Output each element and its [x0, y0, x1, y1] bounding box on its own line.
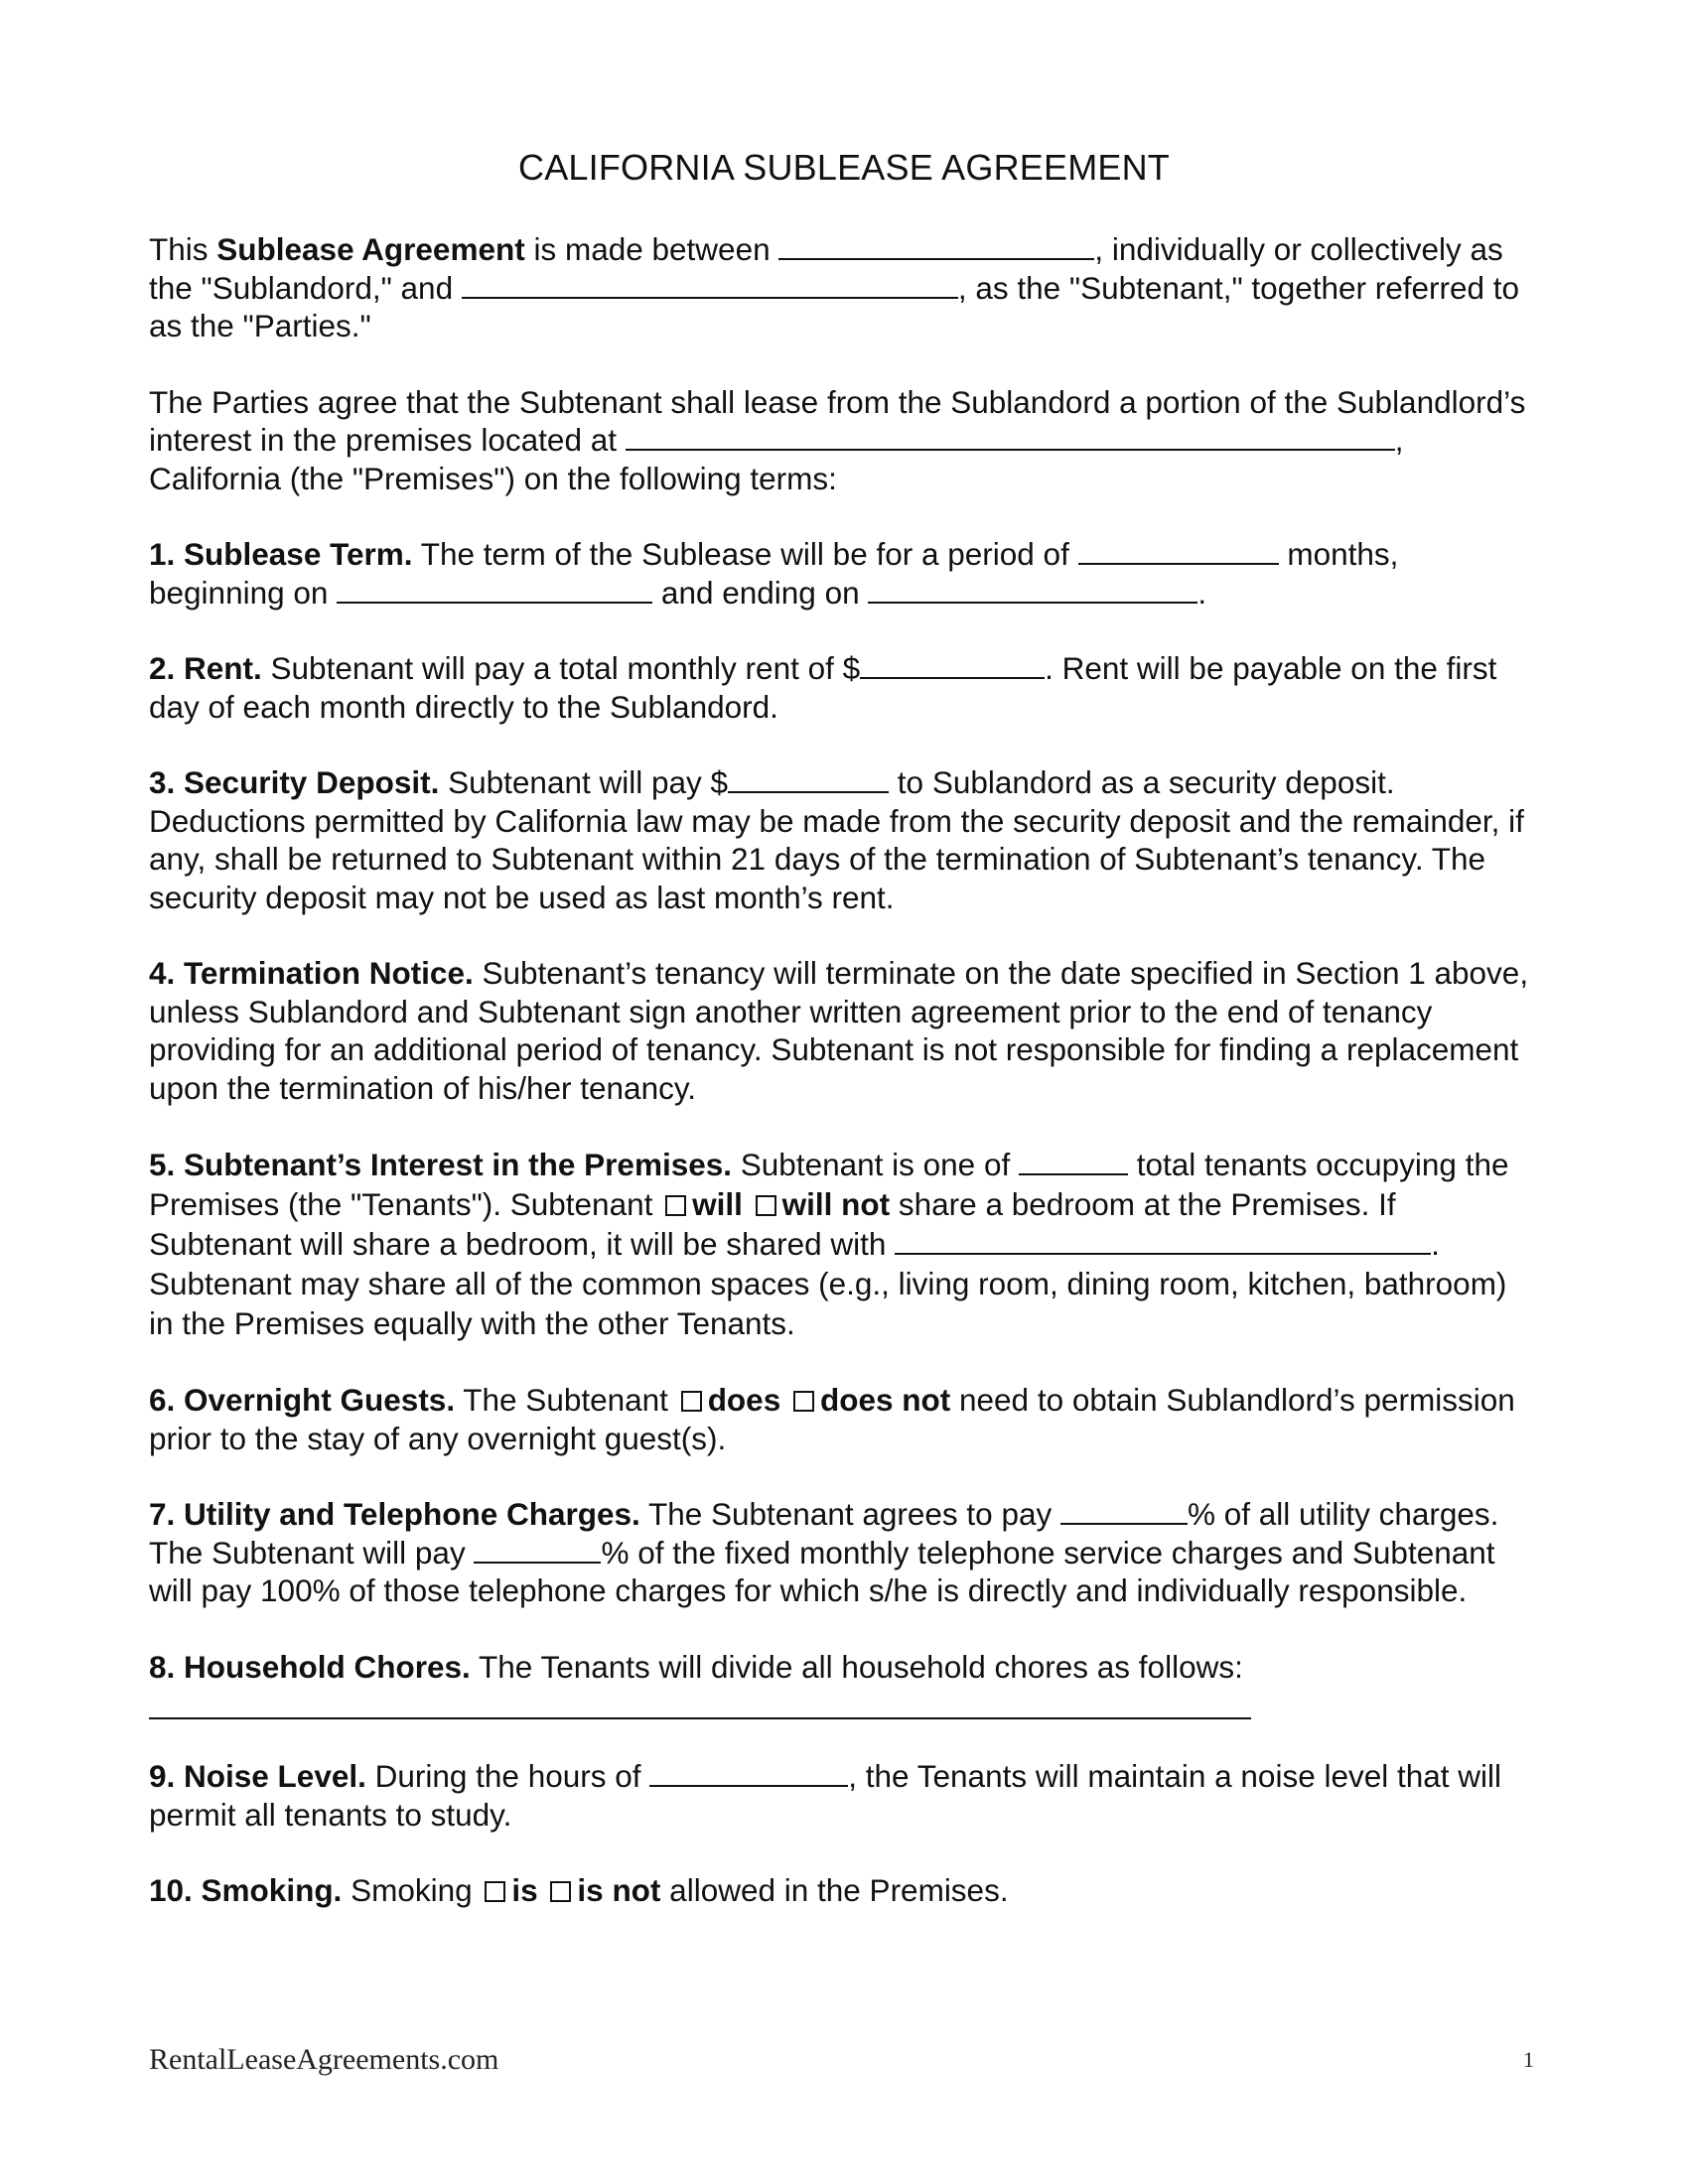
does-not-checkbox[interactable]	[793, 1391, 814, 1412]
rent-amount-blank[interactable]	[860, 650, 1045, 679]
document-title: CALIFORNIA SUBLEASE AGREEMENT	[518, 147, 1170, 188]
section-7-heading: 7. Utility and Telephone Charges.	[149, 1496, 640, 1532]
section-9	[149, 1757, 1539, 1834]
section-3-heading: 3. Security Deposit.	[149, 764, 440, 800]
section-4-text: Subtenant’s tenancy will terminate on the date specified in Section 1 above, unless Sublandord and Subtenant sign another written agreement prior to the end of tenancy providing for an additional period of tenancy. Subtenant is not responsible for finding a replacement upon the termination of his/her tenancy.	[149, 955, 1529, 1106]
section-6-text: The Subtenant	[455, 1382, 677, 1418]
section-2-text: Subtenant will pay a total monthly rent of $	[261, 650, 861, 686]
intro-bold-term: Sublease Agreement	[216, 231, 525, 267]
premises-paragraph	[149, 383, 1539, 498]
section-5-text: Subtenant is one of	[732, 1147, 1019, 1182]
section-1-text: .	[1197, 574, 1207, 611]
section-4	[149, 954, 1539, 1107]
section-8	[149, 1648, 1539, 1720]
intro-text: is made between	[524, 231, 779, 267]
will-option-label: will	[692, 1186, 743, 1222]
section-10-heading: 10. Smoking.	[149, 1872, 343, 1908]
section-2	[149, 649, 1539, 726]
section-7-text: % of all utility charges. The Subtenant will pay	[149, 1496, 1499, 1570]
intro-text: This	[149, 231, 217, 267]
section-3-text: Subtenant will pay $	[439, 764, 729, 800]
will-not-option-label: will not	[781, 1186, 891, 1222]
sublandlord-name-blank[interactable]	[778, 231, 1094, 260]
section-5-text: . Subtenant may share all of the common spaces (e.g., living room, dining room, kitchen, bathroom) in the Premises equally with the other Tenants.	[149, 1226, 1507, 1341]
page-number: 1	[1523, 2047, 1534, 2072]
section-5-heading: 5. Subtenant’s Interest in the Premises.	[149, 1147, 733, 1182]
premises-address-blank[interactable]	[626, 422, 1395, 451]
footer-site: RentalLeaseAgreements.com	[149, 2043, 499, 2076]
deposit-amount-blank[interactable]	[728, 764, 889, 793]
section-1-text: and ending on	[652, 574, 869, 611]
section-5-text: total tenants occupying the Premises (the "Tenants"). Subtenant	[149, 1147, 1509, 1222]
is-not-option-label: is not	[577, 1872, 661, 1908]
does-not-option-label: does not	[819, 1382, 951, 1418]
start-date-blank[interactable]	[337, 575, 652, 604]
section-3-text: to Sublandord as a security deposit. Deductions permitted by California law may be made from the security deposit and the remainder, if any, shall be returned to Subtenant within 21 days of the termination of Subtenant’s tenancy. The security deposit may not be used as last month’s rent.	[149, 764, 1524, 915]
term-months-blank[interactable]	[1078, 536, 1279, 565]
section-6-text: need to obtain Sublandlord’s permission prior to the stay of any overnight guest(s).	[149, 1382, 1515, 1456]
does-option-label: does	[707, 1382, 781, 1418]
intro-text: , individually or collectively as the "Sublandord," and	[149, 231, 1503, 306]
section-7-text: % of the fixed monthly telephone service charges and Subtenant will pay 100% of those telephone charges for which s/he is directly and individually responsible.	[149, 1534, 1495, 1608]
section-6	[149, 1381, 1539, 1457]
end-date-blank[interactable]	[868, 575, 1197, 604]
intro-paragraph	[149, 230, 1539, 345]
utility-percent-blank[interactable]	[1060, 1496, 1188, 1525]
section-1	[149, 535, 1539, 612]
section-9-text: , the Tenants will maintain a noise level that will permit all tenants to study.	[149, 1758, 1502, 1833]
premises-text: The Parties agree that the Subtenant shall lease from the Sublandord a portion of the Sublandlord’s interest in the premises located at	[149, 383, 1526, 458]
section-5-text: share a bedroom at the Premises. If Subtenant will share a bedroom, it will be shared with	[149, 1186, 1396, 1262]
chores-blank[interactable]	[149, 1688, 1251, 1719]
section-2-text: . Rent will be payable on the first day of each month directly to the Sublandord.	[149, 650, 1497, 725]
section-10-text: allowed in the Premises.	[660, 1872, 1009, 1908]
quiet-hours-blank[interactable]	[649, 1758, 848, 1787]
is-checkbox[interactable]	[485, 1881, 505, 1902]
section-4-heading: 4. Termination Notice.	[149, 955, 474, 991]
section-10-text: Smoking	[342, 1872, 482, 1908]
premises-text: , California (the "Premises") on the following terms:	[149, 422, 1404, 496]
section-2-heading: 2. Rent.	[149, 650, 262, 686]
section-7-text: The Subtenant agrees to pay	[639, 1496, 1060, 1532]
section-1-heading: 1. Sublease Term.	[149, 536, 413, 572]
total-tenants-blank[interactable]	[1019, 1147, 1128, 1175]
section-7	[149, 1495, 1539, 1610]
is-option-label: is	[511, 1872, 538, 1908]
section-1-text: The term of the Sublease will be for a period of	[412, 536, 1078, 572]
subtenant-name-blank[interactable]	[462, 270, 958, 299]
section-3	[149, 763, 1539, 916]
section-8-heading: 8. Household Chores.	[149, 1648, 471, 1685]
section-9-text: During the hours of	[365, 1758, 650, 1794]
intro-text: , as the "Subtenant," together referred to as the "Parties."	[149, 269, 1520, 343]
will-not-checkbox[interactable]	[756, 1195, 776, 1216]
document-body	[149, 230, 1539, 1948]
will-checkbox[interactable]	[665, 1195, 686, 1216]
section-8-text: The Tenants will divide all household chores as follows:	[470, 1648, 1243, 1685]
telephone-percent-blank[interactable]	[474, 1535, 601, 1564]
is-not-checkbox[interactable]	[550, 1881, 571, 1902]
section-9-heading: 9. Noise Level.	[149, 1758, 366, 1794]
shared-with-blank[interactable]	[895, 1226, 1431, 1255]
section-1-text: months, beginning on	[149, 536, 1399, 611]
section-5	[149, 1145, 1539, 1343]
section-6-heading: 6. Overnight Guests.	[149, 1382, 456, 1418]
section-10	[149, 1871, 1539, 1910]
does-checkbox[interactable]	[681, 1391, 702, 1412]
